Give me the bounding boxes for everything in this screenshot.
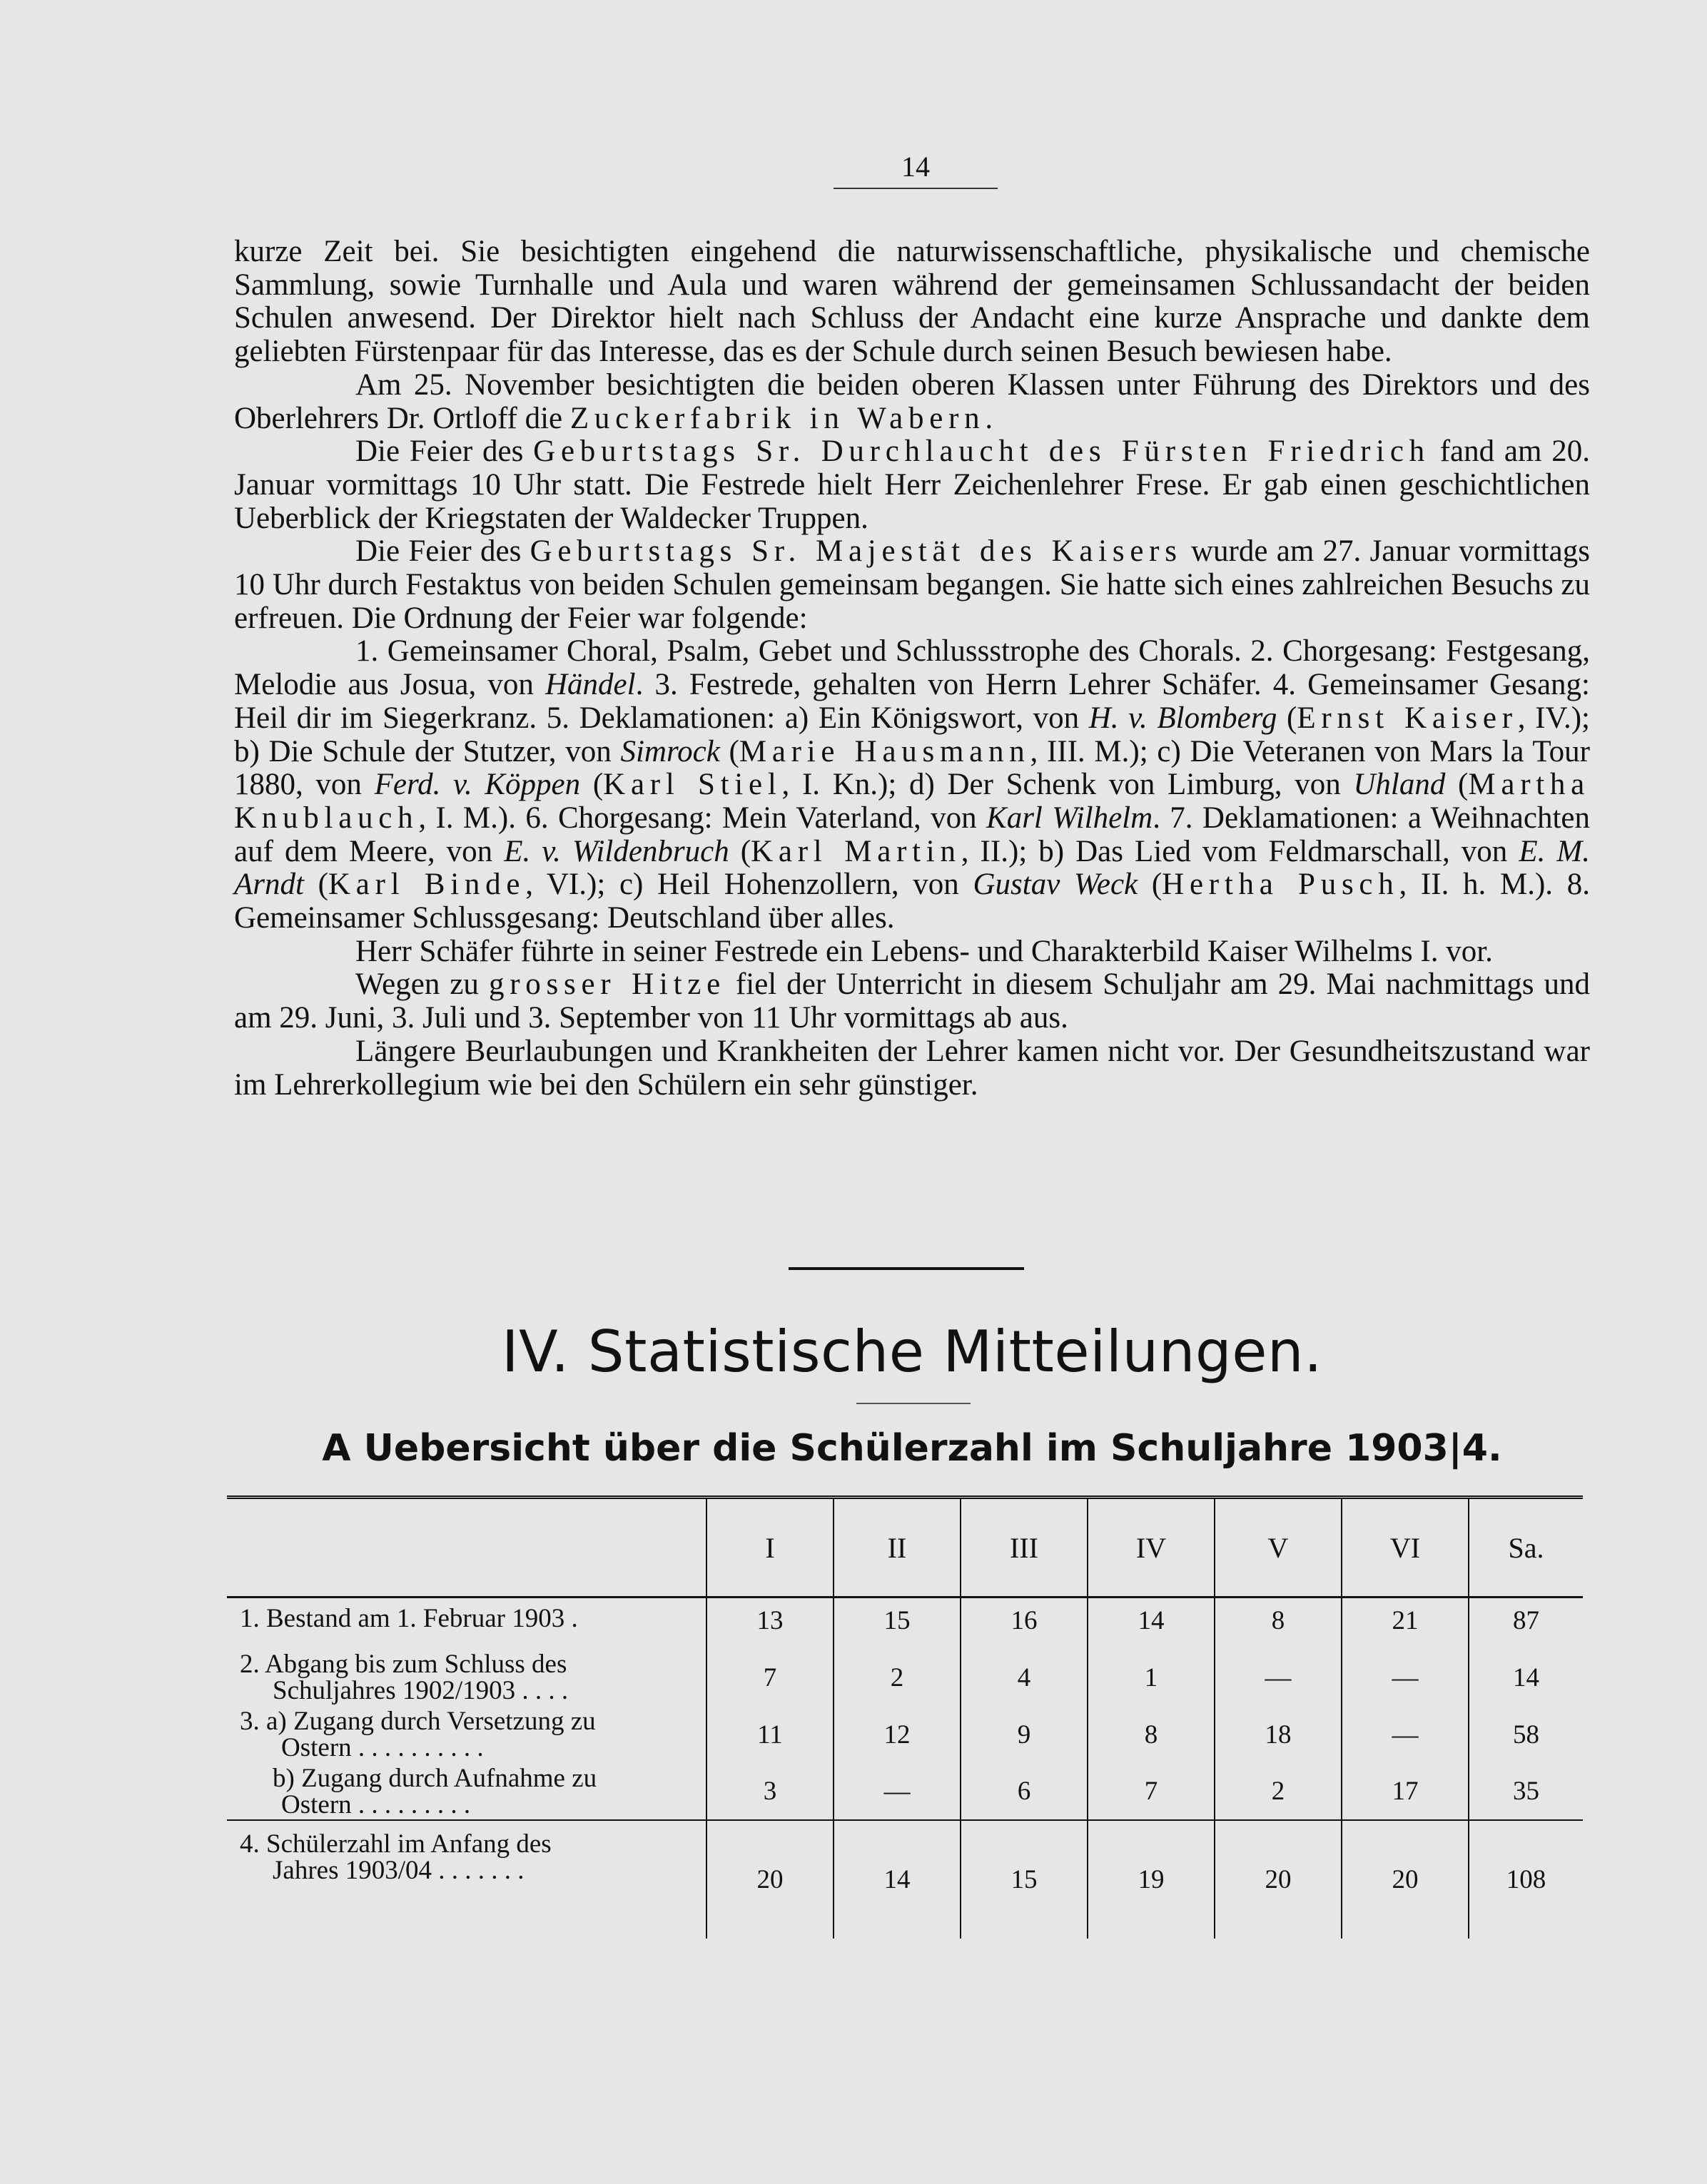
cell: 21	[1342, 1598, 1469, 1650]
text-run: (	[729, 834, 751, 868]
cell: —	[1342, 1649, 1469, 1706]
cell: 35	[1469, 1763, 1583, 1820]
row-label-line: 2. Abgang bis zum Schluss des	[240, 1650, 567, 1679]
italic-text: Uhland	[1353, 768, 1446, 802]
table-row	[227, 1820, 1583, 1939]
column-header: V	[1215, 1498, 1342, 1598]
cell: 16	[961, 1598, 1088, 1650]
text-run: Die Feier des	[355, 534, 530, 569]
row-label-line: Ostern . . . . . . . . .	[281, 1789, 471, 1819]
spaced-text: Zuckerfabrik in Wabern	[569, 401, 986, 435]
paragraph	[234, 1035, 1590, 1102]
text-run: 1. Gemeinsamer Choral, Psalm, Gebet und Schlussstrophe des Chorals. 2. Chorgesang: Festgesang, Melodie aus Josua, von	[234, 634, 1590, 702]
cell: 14	[1469, 1649, 1583, 1706]
text-run: , II.); b) Das Lied vom Feldmarschall, von	[961, 834, 1519, 868]
row-label-line: Jahres 1903/04 . . . . . . .	[273, 1856, 525, 1885]
table-title: A Uebersicht über die Schülerzahl im Schuljahre 1903|4.	[322, 1427, 1502, 1470]
text-run: Herr Schäfer führte in seiner Festrede ein Lebens- und Charakterbild Kaiser Wilhelms I. vor.	[355, 934, 1493, 968]
table-row	[227, 1706, 1583, 1763]
cell: —	[1342, 1706, 1469, 1763]
cell: 14	[834, 1820, 961, 1939]
row-label-line: Ostern . . . . . . . . . .	[281, 1733, 484, 1762]
spaced-text: Geburtstags Sr. Durchlaucht des Fürsten Friedrich	[533, 435, 1430, 469]
cell: 14	[1088, 1598, 1215, 1650]
cell: 12	[834, 1706, 961, 1763]
column-header: VI	[1342, 1498, 1469, 1598]
text-run: , VI.); c) Heil Hohenzollern, von	[525, 868, 973, 902]
column-header: IV	[1088, 1498, 1215, 1598]
row-label-line: b) Zugang durch Aufnahme zu	[273, 1763, 597, 1793]
text-run: fand am 20. Januar vormittags 10 Uhr statt. Die Festrede hielt Herr Zeichenlehrer Frese. Er gab einen geschichtlichen Ueberblick der Kriegstaten der Waldecker Truppen.	[234, 435, 1590, 535]
cell: 4	[961, 1649, 1088, 1706]
italic-text: Händel	[544, 668, 636, 702]
row-label	[227, 1763, 706, 1820]
italic-text: H. v. Blomberg	[1088, 701, 1277, 735]
cell: 20	[706, 1820, 834, 1939]
text-run: (	[719, 734, 739, 768]
row-label-line: 3. a) Zugang durch Versetzung zu	[240, 1707, 596, 1736]
cell: 2	[834, 1649, 961, 1706]
column-header: II	[834, 1498, 961, 1598]
spaced-text: Ernst Kaiser	[1297, 701, 1518, 735]
section-heading: IV. Statistische Mitteilungen.	[501, 1319, 1323, 1385]
cell: 17	[1342, 1763, 1469, 1820]
text-run: (	[303, 868, 328, 902]
spaced-text: Marie Hausmann	[739, 734, 1030, 768]
spaced-text: Karl Stiel	[603, 768, 782, 802]
cell: 11	[706, 1706, 834, 1763]
cell: 20	[1342, 1820, 1469, 1939]
italic-text: E. v. Wildenbruch	[504, 834, 729, 868]
spaced-text: Hertha Pusch	[1162, 868, 1399, 902]
text-run: kurze Zeit bei. Sie besichtigten eingehend die naturwissenschaftliche, physikalische und chemische Sammlung, sowie Turnhalle und Aula und waren während der gemeinsamen Schlussandacht der beiden Schulen anwesend. Der Direktor hielt nach Schluss der Andacht eine kurze Ansprache und dankte dem geliebten Fürstenpaar für das Interesse, das es der Schule durch seinen Besuch bewiesen habe.	[234, 235, 1590, 369]
row-label: 1. Bestand am 1. Februar 1903 .	[240, 1604, 578, 1633]
table-row	[227, 1763, 1583, 1820]
cell: 2	[1215, 1763, 1342, 1820]
spaced-text: Geburtstags Sr. Majestät des Kaisers	[530, 534, 1182, 569]
paragraph	[234, 935, 1590, 969]
text-run: (	[1138, 868, 1163, 902]
text-run: (	[1445, 768, 1469, 802]
column-header: I	[706, 1498, 834, 1598]
cell: 7	[1088, 1763, 1215, 1820]
text-run: Die Feier des	[355, 435, 534, 469]
text-run: , III. M.); c) Die Veteranen von Mars la Tour 1880, von	[234, 734, 1590, 802]
cell: 9	[961, 1706, 1088, 1763]
text-run: , IV.); b) Die Schule der Stutzer, von	[234, 701, 1591, 768]
paragraph	[234, 635, 1590, 935]
cell: —	[834, 1763, 961, 1820]
text-run: , I. M.). 6. Chorgesang: Mein Vaterland, von	[418, 801, 987, 835]
paragraph	[234, 968, 1590, 1035]
body-text	[234, 235, 1590, 1102]
cell: 58	[1469, 1706, 1583, 1763]
cell: 8	[1215, 1598, 1342, 1650]
italic-text: Simrock	[620, 734, 720, 768]
cell: 13	[706, 1598, 834, 1650]
table-row	[227, 1598, 1583, 1650]
spaced-text: Martha Knublauch	[234, 768, 1591, 835]
text-run: (	[1277, 701, 1297, 735]
cell: 1	[1088, 1649, 1215, 1706]
row-label	[227, 1649, 706, 1706]
text-run: , II. h. M.). 8. Gemeinsamer Schlussgesang: Deutschland über alles.	[234, 868, 1590, 935]
cell: 20	[1215, 1820, 1342, 1939]
cell: 7	[706, 1649, 834, 1706]
column-header: III	[961, 1498, 1088, 1598]
italic-text: Ferd. v. Köppen	[374, 768, 581, 802]
paragraph	[234, 235, 1590, 369]
paragraph	[234, 369, 1590, 435]
text-run: wurde am 27. Januar vormittags 10 Uhr durch Festaktus von beiden Schulen gemeinsam begangen. Sie hatte sich eines zahlreichen Besuchs zu erfreuen. Die Ordnung der Feier war folgende:	[234, 534, 1591, 635]
text-run: .	[985, 401, 993, 435]
spaced-text: grosser Hitze	[488, 967, 726, 1002]
row-label	[227, 1820, 706, 1939]
text-run: (	[580, 768, 604, 802]
row-label-line: Schuljahres 1902/1903 . . . .	[273, 1676, 569, 1705]
heading-underline	[856, 1403, 971, 1404]
cell: 15	[834, 1598, 961, 1650]
cell: 19	[1088, 1820, 1215, 1939]
text-run: . 7. Deklamationen: a Weihnachten auf dem Meere, von	[234, 801, 1590, 868]
row-label-line: 4. Schülerzahl im Anfang des	[240, 1829, 552, 1859]
cell: 8	[1088, 1706, 1215, 1763]
student-count-table	[227, 1495, 1583, 1939]
cell: 108	[1469, 1820, 1583, 1939]
table-row	[227, 1649, 1583, 1706]
row-label	[227, 1706, 706, 1763]
italic-text: Gustav Weck	[973, 868, 1138, 902]
paragraph	[234, 535, 1590, 635]
italic-text: E. M. Arndt	[234, 834, 1590, 902]
section-divider	[789, 1267, 1024, 1270]
column-header: Sa.	[1469, 1498, 1583, 1598]
italic-text: Karl Wilhelm	[986, 801, 1153, 835]
spaced-text: Karl Martin	[751, 834, 961, 868]
text-run: Am 25. November besichtigten die beiden oberen Klassen unter Führung des Direktors und des Oberlehrers Dr. Ortloff die	[234, 367, 1590, 435]
text-run: , I. Kn.); d) Der Schenk von Limburg, von	[781, 768, 1354, 802]
paragraph	[234, 435, 1590, 535]
spaced-text: Karl Binde	[328, 868, 526, 902]
cell: —	[1215, 1649, 1342, 1706]
text-run: fiel der Unterricht in diesem Schuljahr am 29. Mai nachmittags und am 29. Juni, 3. Juli und 3. September von 11 Uhr vormittags ab aus.	[234, 967, 1590, 1035]
label-column-header	[227, 1498, 706, 1598]
text-run: . 3. Festrede, gehalten von Herrn Lehrer Schäfer. 4. Gemeinsamer Gesang: Heil dir im Siegerkranz. 5. Deklamationen: a) Ein Königswort, von	[234, 668, 1591, 735]
cell: 3	[706, 1763, 834, 1820]
cell: 6	[961, 1763, 1088, 1820]
text-run: Längere Beurlaubungen und Krankheiten der Lehrer kamen nicht vor. Der Gesundheitszustand war im Lehrerkollegium wie bei den Schülern ein sehr günstiger.	[234, 1034, 1590, 1102]
cell: 15	[961, 1820, 1088, 1939]
text-run: Wegen zu	[355, 967, 489, 1002]
cell: 87	[1469, 1598, 1583, 1650]
table-header-row	[227, 1498, 1583, 1598]
page-number: 14	[834, 150, 998, 189]
cell: 18	[1215, 1706, 1342, 1763]
